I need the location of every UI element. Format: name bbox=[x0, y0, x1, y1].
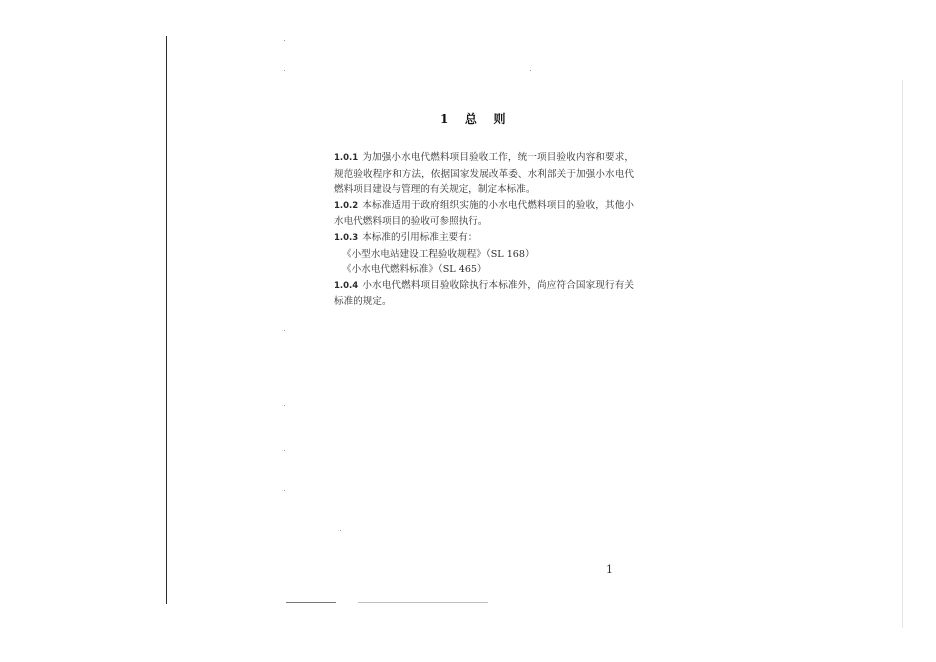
bottom-rule bbox=[286, 602, 336, 603]
bottom-rule bbox=[358, 602, 488, 603]
clause-1-0-2 bbox=[334, 198, 634, 230]
page-number: 1 bbox=[606, 563, 613, 576]
clause-text: 本标准适用于政府组织实施的小水电代燃料项目的验收，其他小水电代燃料项目的验收可参照执行。 bbox=[334, 199, 634, 228]
clause-number: 1.0.3 bbox=[334, 232, 359, 243]
clause-1-0-1 bbox=[334, 150, 634, 198]
scan-speck bbox=[284, 490, 285, 491]
scan-speck bbox=[284, 70, 285, 71]
clause-text: 为加强小水电代燃料项目验收工作，统一项目验收内容和要求，规范验收程序和方法，依据国家发展改革委、水利部关于加强小水电代燃料项目建设与管理的有关规定，制定本标准。 bbox=[334, 152, 634, 196]
clause-text: 小水电代燃料项目验收除执行本标准外，尚应符合国家现行有关标准的规定。 bbox=[334, 279, 634, 308]
chapter-title-text: 总 则 bbox=[464, 112, 507, 126]
scan-speck bbox=[284, 450, 285, 451]
chapter-body bbox=[334, 150, 634, 310]
scan-speck bbox=[284, 405, 285, 406]
reference-item: 《小水电代燃料标准》（SL 465） bbox=[342, 264, 487, 276]
clause-1-0-3 bbox=[334, 230, 634, 247]
scan-speck bbox=[284, 330, 285, 331]
scan-speck bbox=[284, 40, 285, 41]
reference-item: 《小型水电站建设工程验收规程》（SL 168） bbox=[342, 248, 535, 260]
clause-1-0-4 bbox=[334, 278, 634, 310]
clause-number: 1.0.4 bbox=[334, 280, 359, 291]
scan-speck bbox=[530, 70, 531, 71]
page-right-edge bbox=[902, 80, 903, 628]
clause-number: 1.0.2 bbox=[334, 200, 359, 211]
clause-number: 1.0.1 bbox=[334, 153, 359, 163]
binding-edge-line bbox=[166, 36, 167, 604]
scan-speck bbox=[340, 530, 341, 531]
chapter-heading bbox=[440, 110, 506, 127]
chapter-number: 1 bbox=[440, 112, 450, 126]
clause-text: 本标准的引用标准主要有： bbox=[362, 231, 478, 243]
